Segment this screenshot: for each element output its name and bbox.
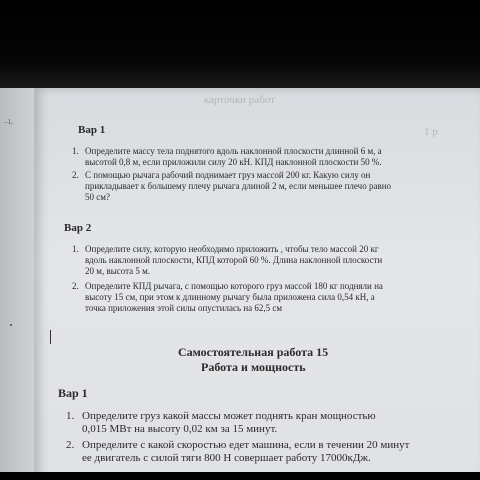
item-number: 1. bbox=[66, 410, 75, 422]
left-page-edge bbox=[0, 88, 34, 480]
item-line: Определите силу, которую необходимо приложить , чтобы тело массой 20 кг bbox=[85, 244, 379, 254]
item-line: Определите с какой скоростью едет машина, если в течении 20 минут bbox=[82, 439, 410, 451]
item-line: С помощью рычага рабочий поднимает груз массой 200 кг. Какую силу он bbox=[85, 170, 371, 180]
section2-heading: Вар 2 bbox=[64, 222, 92, 234]
item-line: высотой 0,8 м, если приложили силу 20 кН. КПД наклонной плоскости 50 %. bbox=[85, 157, 382, 167]
work-item-2 bbox=[66, 439, 409, 465]
section1-heading: Вар 1 bbox=[78, 124, 106, 136]
item-number: 1. bbox=[72, 146, 79, 156]
item-line: ее двигатель с силой тяги 800 Н совершает работу 17000кДж. bbox=[82, 452, 371, 464]
item-line: Определите массу тела поднятого вдоль наклонной плоскости длинной 6 м, а bbox=[85, 146, 382, 156]
text-cursor bbox=[50, 330, 51, 344]
dark-background bbox=[0, 0, 480, 88]
item-line: Определите КПД рычага, с помощью которого груз массой 180 кг подняли на bbox=[85, 281, 383, 291]
item-number: 2. bbox=[66, 439, 75, 451]
item-number: 2. bbox=[72, 170, 79, 180]
item-line: вдоль наклонной плоскости, КПД которой 60 %. Длина наклонной плоскости bbox=[85, 255, 383, 265]
item-line: высоту 15 см, при этом к длинному рычагу была приложена сила 0,54 кН, а bbox=[85, 292, 375, 302]
left-page-fragment: –1, bbox=[4, 118, 13, 126]
ghost-header-left: карточки работ bbox=[204, 94, 275, 106]
section1-item-2 bbox=[72, 170, 391, 203]
section2-item-1 bbox=[72, 244, 382, 277]
left-page-mark bbox=[10, 324, 12, 326]
item-line: 20 м, высота 5 м. bbox=[85, 266, 151, 276]
section1-item-1 bbox=[72, 146, 382, 168]
item-line: 50 см? bbox=[85, 192, 110, 202]
work-heading: Вар 1 bbox=[58, 386, 88, 400]
item-number: 1. bbox=[72, 244, 79, 254]
work-title: Самостоятельная работа 15 bbox=[178, 345, 329, 359]
work-item-1 bbox=[66, 410, 376, 436]
item-line: прикладывает к большему плечу рычага длиной 2 м, если меньшее плечо равно bbox=[85, 181, 392, 191]
item-line: 0,015 МВт на высоту 0,02 км за 15 минут. bbox=[82, 423, 278, 435]
work-subtitle: Работа и мощность bbox=[201, 360, 306, 374]
item-line: Определите груз какой массы может поднять кран мощностью bbox=[82, 410, 376, 422]
bottom-edge bbox=[0, 472, 480, 480]
section2-item-2 bbox=[72, 281, 383, 314]
document-page bbox=[34, 88, 480, 480]
item-number: 2. bbox=[72, 281, 79, 291]
ghost-header-right: 1 р bbox=[424, 126, 438, 138]
item-line: точка приложения этой силы опустилась на 62,5 см bbox=[85, 303, 283, 313]
